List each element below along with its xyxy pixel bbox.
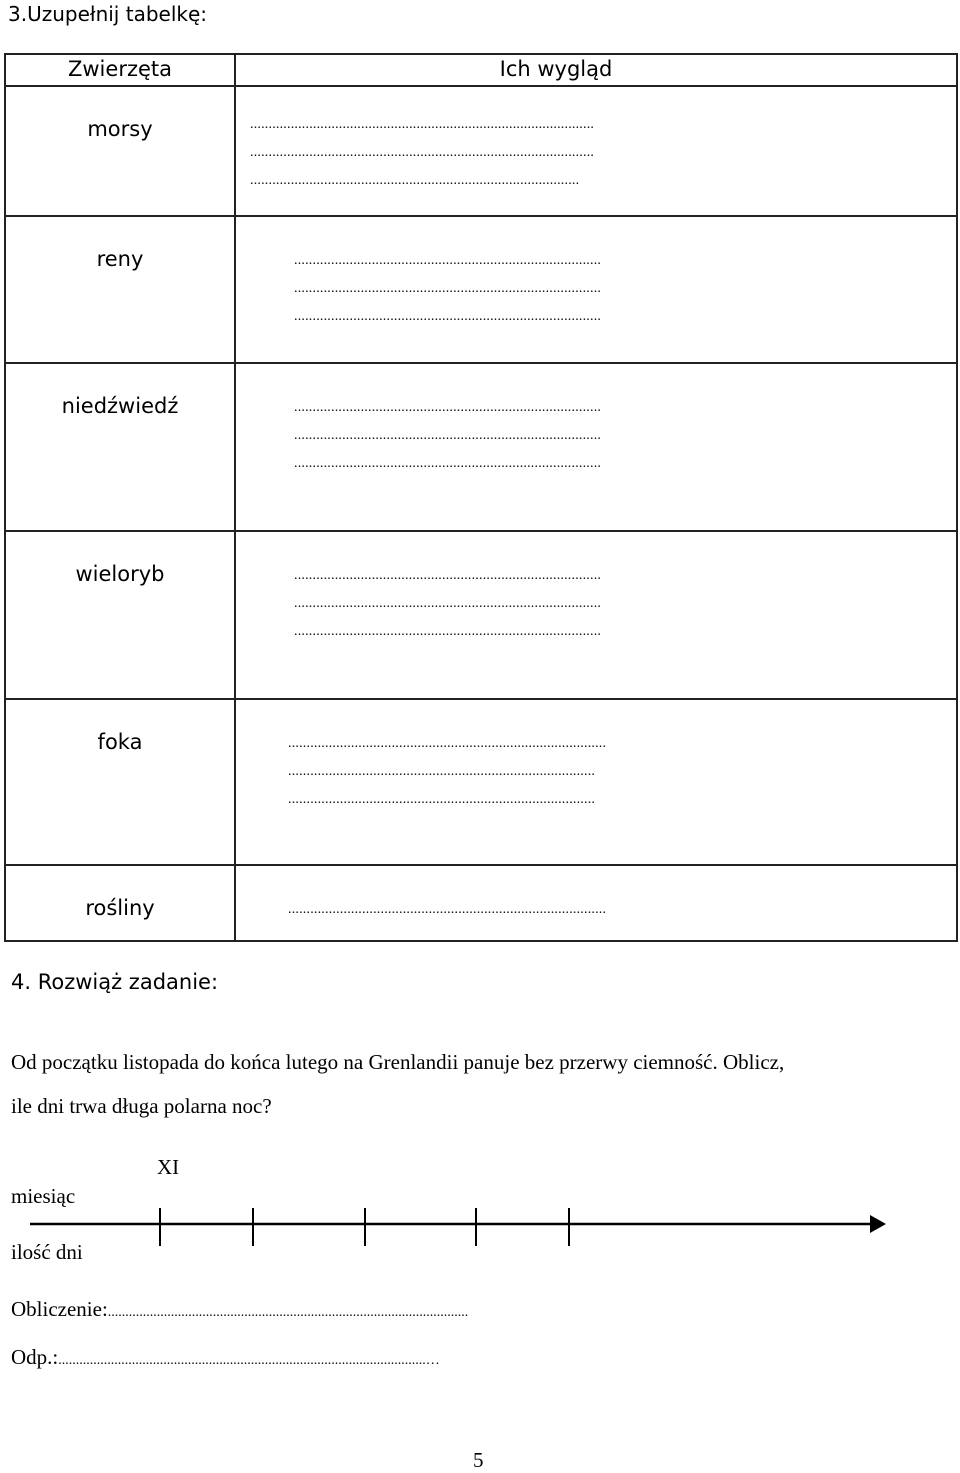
answer-dots[interactable]: ...................................................................................... <box>288 902 607 917</box>
table-header-row <box>5 54 957 86</box>
appearance-cell[interactable] <box>235 531 957 699</box>
page-number: 5 <box>473 1448 484 1472</box>
animal-cell <box>5 216 235 363</box>
task4-title: 4. Rozwiąż zadanie: <box>11 970 219 994</box>
animal-label: wieloryb <box>75 562 165 586</box>
header-animals-label: Zwierzęta <box>68 57 172 81</box>
problem-line-1: Od początku listopada do końca lutego na Grenlandii panuje bez przerwy ciemność. Oblicz, <box>11 1050 785 1074</box>
fill-in-table <box>4 53 958 942</box>
appearance-cell[interactable] <box>235 86 957 216</box>
animal-label: niedźwiedź <box>61 394 179 418</box>
calculation-line[interactable] <box>11 1297 468 1322</box>
answer-dots[interactable]: ................................................................................... ................................................................................... ................................................................................... <box>294 253 602 324</box>
appearance-cell[interactable] <box>235 363 957 531</box>
answer-dots[interactable]: ................................................................................... ................................................................................... ................................................................................... <box>294 568 602 639</box>
animal-label: foka <box>97 730 143 754</box>
header-animals <box>5 54 235 86</box>
table-row <box>5 699 957 865</box>
answer-dots[interactable]: .........................................................................................................… <box>58 1353 440 1368</box>
animal-cell <box>5 699 235 865</box>
task3-title: 3.Uzupełnij tabelkę: <box>8 2 208 26</box>
animal-label: reny <box>96 247 144 271</box>
animal-label: morsy <box>87 117 153 141</box>
axis-month-row-label: miesiąc <box>11 1184 76 1208</box>
calculation-label: Obliczenie: <box>11 1297 108 1321</box>
axis-days-row-label: ilość dni <box>11 1240 83 1264</box>
appearance-cell[interactable] <box>235 865 957 941</box>
answer-dots[interactable]: ...................................................................................... ................................................................................... ................................................................................... <box>288 736 607 807</box>
animal-cell <box>5 531 235 699</box>
answer-label: Odp.: <box>11 1345 59 1369</box>
appearance-cell[interactable] <box>235 699 957 865</box>
task4-problem-text <box>11 1040 784 1128</box>
animal-label: rośliny <box>85 896 155 920</box>
calculation-dots[interactable]: ....................................................................................................... <box>107 1305 469 1320</box>
appearance-cell[interactable] <box>235 216 957 363</box>
month-day-axis <box>0 1180 960 1270</box>
table-row <box>5 531 957 699</box>
table-row <box>5 216 957 363</box>
axis-first-month: XI <box>157 1155 180 1179</box>
header-appearance <box>235 54 957 86</box>
answer-dots[interactable]: ................................................................................... ................................................................................... ................................................................................... <box>294 400 602 471</box>
answer-dots[interactable]: ............................................................................................. ............................................................................................. ......................................................................................... <box>250 117 595 188</box>
axis-arrowhead <box>870 1215 886 1233</box>
table-row <box>5 865 957 941</box>
answer-line[interactable] <box>11 1345 440 1370</box>
table-row <box>5 363 957 531</box>
problem-line-2: ile dni trwa długa polarna noc? <box>11 1094 272 1118</box>
header-appearance-label: Ich wygląd <box>499 57 613 81</box>
animal-cell <box>5 865 235 941</box>
table-row <box>5 86 957 216</box>
animal-cell <box>5 86 235 216</box>
animal-cell <box>5 363 235 531</box>
